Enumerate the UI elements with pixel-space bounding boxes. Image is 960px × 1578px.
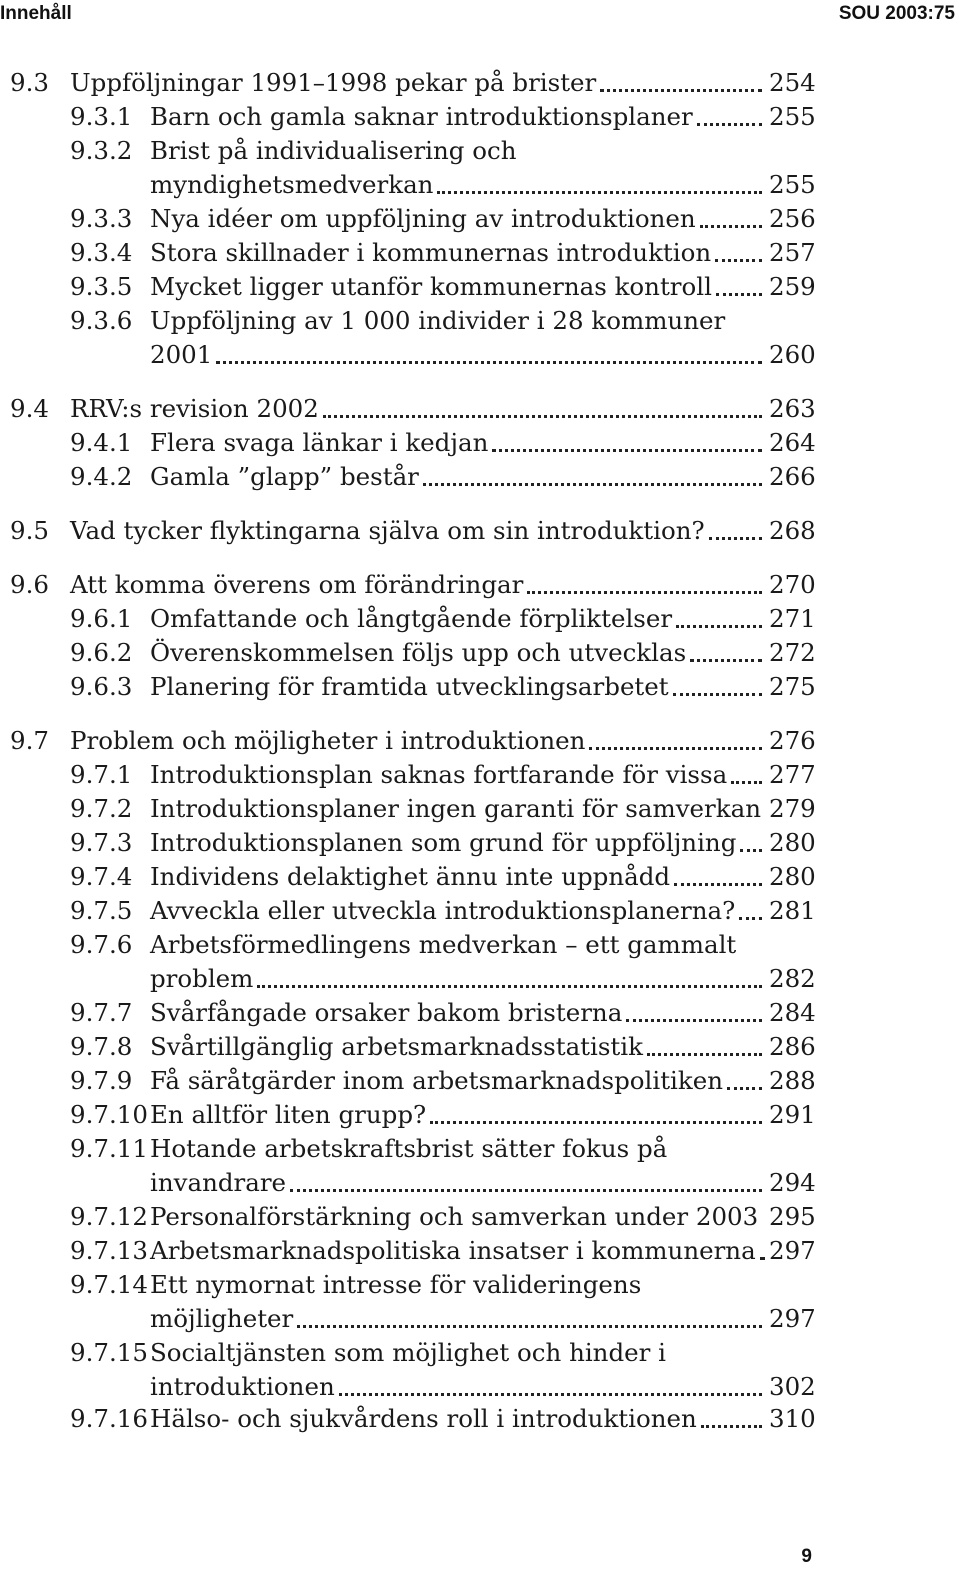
toc-entry-number: 9.3.5 [70, 272, 133, 301]
toc-entry-page: 271 [769, 604, 816, 633]
toc-leader-dots [731, 750, 762, 784]
toc-entry[interactable] [0, 1200, 960, 1234]
toc-entry[interactable] [0, 392, 960, 426]
toc-entry-number: 9.7.6 [70, 930, 133, 959]
toc-entry-title: Nya idéer om uppföljning av introduktionen [150, 204, 696, 233]
toc-entry[interactable] [0, 1030, 960, 1064]
toc-entry-page: 256 [769, 204, 816, 233]
toc-entry-page: 291 [769, 1100, 816, 1129]
toc-entry-page: 272 [769, 638, 816, 667]
toc-entry-page: 275 [769, 672, 816, 701]
toc-leader-dots [673, 662, 762, 696]
toc-entry[interactable] [0, 202, 960, 236]
toc-leader-dots [492, 418, 762, 452]
toc-entry-number: 9.4 [10, 394, 49, 423]
toc-entry-number: 9.7.3 [70, 828, 133, 857]
toc-entry-title: Barn och gamla saknar introduktionsplaner [150, 102, 693, 131]
toc-entry-page: 297 [769, 1236, 816, 1265]
toc-leader-dots [700, 194, 762, 228]
toc-entry-number: 9.7.10 [70, 1100, 148, 1129]
toc-entry-title: Mycket ligger utanför kommunernas kontroll [150, 272, 712, 301]
toc-entry-title: Uppföljning av 1 000 individer i 28 kommuner [150, 306, 726, 335]
toc-entry-title: Socialtjänsten som möjlighet och hinder i [150, 1338, 666, 1367]
toc-entry[interactable] [0, 996, 960, 1030]
toc-leader-dots [740, 818, 762, 852]
toc-entry[interactable] [0, 602, 960, 636]
toc-leader-dots [716, 262, 762, 296]
toc-entry-title: Arbetsmarknadspolitiska insatser i kommunerna [150, 1236, 756, 1265]
toc-leader-dots [727, 1056, 762, 1090]
toc-entry-number: 9.3.4 [70, 238, 133, 267]
toc-entry-title-continuation: introduktionen [150, 1372, 335, 1401]
toc-entry-number: 9.6.2 [70, 638, 133, 667]
toc-entry-number: 9.7.14 [70, 1270, 148, 1299]
toc-entry-number: 9.3.2 [70, 136, 133, 165]
toc-leader-dots [647, 1022, 762, 1056]
toc-entry-title: RRV:s revision 2002 [70, 394, 319, 423]
toc-entry-number: 9.3 [10, 68, 49, 97]
toc-entry-page: 266 [769, 462, 816, 491]
toc-entry-title: Ett nymornat intresse för valideringens [150, 1270, 642, 1299]
toc-entry-title-continuation: problem [150, 964, 254, 993]
toc-entry-title: Introduktionsplan saknas fortfarande för vissa [150, 760, 728, 789]
toc-leader-dots [701, 1394, 762, 1428]
toc-entry-number: 9.7 [10, 726, 49, 755]
toc-entry-number: 9.6 [10, 570, 49, 599]
toc-entry[interactable] [0, 304, 960, 369]
toc-entry[interactable] [0, 1336, 960, 1401]
toc-entry-page: 297 [769, 1304, 816, 1333]
toc-entry-number: 9.7.11 [70, 1134, 148, 1163]
toc-entry-title: Hälso- och sjukvårdens roll i introduktionen [150, 1404, 697, 1433]
toc-entry-number: 9.7.16 [70, 1404, 148, 1433]
header-report-number: SOU 2003:75 [838, 3, 955, 24]
toc-entry[interactable] [0, 270, 960, 304]
toc-leader-dots [430, 1090, 762, 1124]
toc-entry-title-continuation: möjligheter [150, 1304, 294, 1333]
toc-entry-number: 9.7.5 [70, 896, 133, 925]
toc-entry[interactable] [0, 100, 960, 134]
toc-leader-dots [527, 560, 762, 594]
toc-entry[interactable] [0, 460, 960, 494]
toc-entry-page: 310 [769, 1404, 816, 1433]
toc-entry-page: 302 [769, 1372, 816, 1401]
toc-entry[interactable] [0, 1402, 960, 1436]
toc-entry-page: 255 [769, 102, 816, 131]
toc-entry-page: 255 [769, 170, 816, 199]
toc-entry-title: Individens delaktighet ännu inte uppnådd [150, 862, 671, 891]
toc-leader-dots [589, 716, 762, 750]
toc-entry-page: 280 [769, 828, 816, 857]
toc-entry-number: 9.6.3 [70, 672, 133, 701]
toc-entry-title: Problem och möjligheter i introduktionen [70, 726, 586, 755]
toc-entry[interactable] [0, 514, 960, 548]
toc-entry-page: 295 [769, 1202, 816, 1231]
toc-entry-number: 9.7.15 [70, 1338, 148, 1367]
toc-entry-page: 294 [769, 1168, 816, 1197]
toc-leader-dots [339, 1362, 762, 1396]
toc-entry-title-continuation: 2001 [150, 340, 213, 369]
toc-entry-number: 9.7.13 [70, 1236, 148, 1265]
toc-entry-number: 9.3.6 [70, 306, 133, 335]
toc-leader-dots [600, 58, 762, 92]
toc-entry[interactable] [0, 1098, 960, 1132]
toc-entry-page: 260 [769, 340, 816, 369]
toc-entry-number: 9.7.9 [70, 1066, 133, 1095]
toc-entry-title-continuation: myndighetsmedverkan [150, 170, 434, 199]
toc-entry-number: 9.5 [10, 516, 49, 545]
toc-leader-dots [674, 852, 762, 886]
toc-entry[interactable] [0, 724, 960, 758]
page-number: 9 [801, 1546, 812, 1567]
toc-entry-number: 9.3.3 [70, 204, 133, 233]
toc-entry[interactable] [0, 758, 960, 792]
toc-entry-title: Brist på individualisering och [150, 136, 517, 165]
toc-leader-dots [257, 954, 762, 988]
toc-entry-number: 9.4.2 [70, 462, 133, 491]
toc-entry-page: 277 [769, 760, 816, 789]
toc-entry-page: 259 [769, 272, 816, 301]
toc-leader-dots [709, 506, 762, 540]
toc-entry-title: Personalförstärkning och samverkan under 2003 [150, 1202, 759, 1231]
toc-entry-title: Vad tycker flyktingarna själva om sin introduktion? [70, 516, 705, 545]
toc-entry-title: Svårtillgänglig arbetsmarknadsstatistik [150, 1032, 643, 1061]
toc-entry-page: 284 [769, 998, 816, 1027]
toc-entry-page: 288 [769, 1066, 816, 1095]
toc-entry[interactable] [0, 1132, 960, 1197]
toc-entry-title: Uppföljningar 1991–1998 pekar på brister [70, 68, 597, 97]
toc-entry-title: Svårfångade orsaker bakom bristerna [150, 998, 623, 1027]
toc-entry-page: 257 [769, 238, 816, 267]
header-section-title: Innehåll [0, 3, 72, 24]
toc-entry[interactable] [0, 928, 960, 993]
toc-leader-dots [690, 628, 762, 662]
toc-entry-title: Introduktionsplanen som grund för uppföljning [150, 828, 737, 857]
toc-entry-page: 281 [769, 896, 816, 925]
toc-entry-number: 9.6.1 [70, 604, 133, 633]
toc-entry-title: Gamla ”glapp” består [150, 462, 419, 491]
toc-leader-dots [423, 452, 762, 486]
toc-leader-dots [760, 1226, 762, 1260]
toc-entry-page: 264 [769, 428, 816, 457]
toc-entry[interactable] [0, 1268, 960, 1333]
toc-entry-page: 276 [769, 726, 816, 755]
toc-leader-dots [697, 92, 762, 126]
toc-entry-title: Hotande arbetskraftsbrist sätter fokus på [150, 1134, 668, 1163]
toc-entry[interactable] [0, 66, 960, 100]
toc-entry-page: 270 [769, 570, 816, 599]
toc-entry-number: 9.7.12 [70, 1202, 148, 1231]
toc-entry-title-continuation: invandrare [150, 1168, 287, 1197]
toc-leader-dots [290, 1158, 762, 1192]
toc-entry-page: 254 [769, 68, 816, 97]
toc-entry-page: 286 [769, 1032, 816, 1061]
toc-entry[interactable] [0, 236, 960, 270]
toc-entry[interactable] [0, 1234, 960, 1268]
toc-entry[interactable] [0, 568, 960, 602]
toc-entry[interactable] [0, 894, 960, 928]
toc-entry-title: En alltför liten grupp? [150, 1100, 427, 1129]
toc-leader-dots [715, 228, 762, 262]
toc-leader-dots [437, 160, 762, 194]
toc-entry-title: Få säråtgärder inom arbetsmarknadspolitiken [150, 1066, 724, 1095]
toc-entry-number: 9.7.2 [70, 794, 133, 823]
toc-entry-title: Introduktionsplaner ingen garanti för samverkan [150, 794, 761, 823]
toc-entry-number: 9.7.8 [70, 1032, 133, 1061]
toc-entry-page: 282 [769, 964, 816, 993]
toc-entry-number: 9.7.1 [70, 760, 133, 789]
toc-leader-dots [676, 594, 762, 628]
toc-entry-title: Flera svaga länkar i kedjan [150, 428, 489, 457]
toc-entry-page: 280 [769, 862, 816, 891]
toc-leader-dots [297, 1294, 762, 1328]
toc-leader-dots [323, 384, 762, 418]
toc-entry-number: 9.3.1 [70, 102, 133, 131]
toc-entry-title: Arbetsförmedlingens medverkan – ett gammalt [150, 930, 737, 959]
toc-entry-number: 9.7.4 [70, 862, 133, 891]
toc-entry[interactable] [0, 670, 960, 704]
running-header [0, 0, 960, 36]
toc-leader-dots [216, 330, 762, 364]
toc-entry[interactable] [0, 792, 960, 826]
toc-entry-title: Omfattande och långtgående förpliktelser [150, 604, 673, 633]
toc-entry[interactable] [0, 826, 960, 860]
toc-entry-number: 9.4.1 [70, 428, 133, 457]
toc-entry-title: Avveckla eller utveckla introduktionsplanerna? [150, 896, 736, 925]
toc-entry-title: Att komma överens om förändringar [70, 570, 524, 599]
toc-entry-title: Stora skillnader i kommunernas introduktion [150, 238, 712, 267]
toc-entry-number: 9.7.7 [70, 998, 133, 1027]
toc-entry-title: Planering för framtida utvecklingsarbetet [150, 672, 669, 701]
toc-entry[interactable] [0, 134, 960, 199]
toc-entry[interactable] [0, 636, 960, 670]
toc-entry-page: 279 [769, 794, 816, 823]
toc-entry-page: 268 [769, 516, 816, 545]
toc-entry[interactable] [0, 860, 960, 894]
toc-leader-dots [739, 886, 762, 920]
toc-leader-dots [626, 988, 762, 1022]
toc-entry-title: Överenskommelsen följs upp och utvecklas [150, 638, 687, 667]
toc-entry-page: 263 [769, 394, 816, 423]
